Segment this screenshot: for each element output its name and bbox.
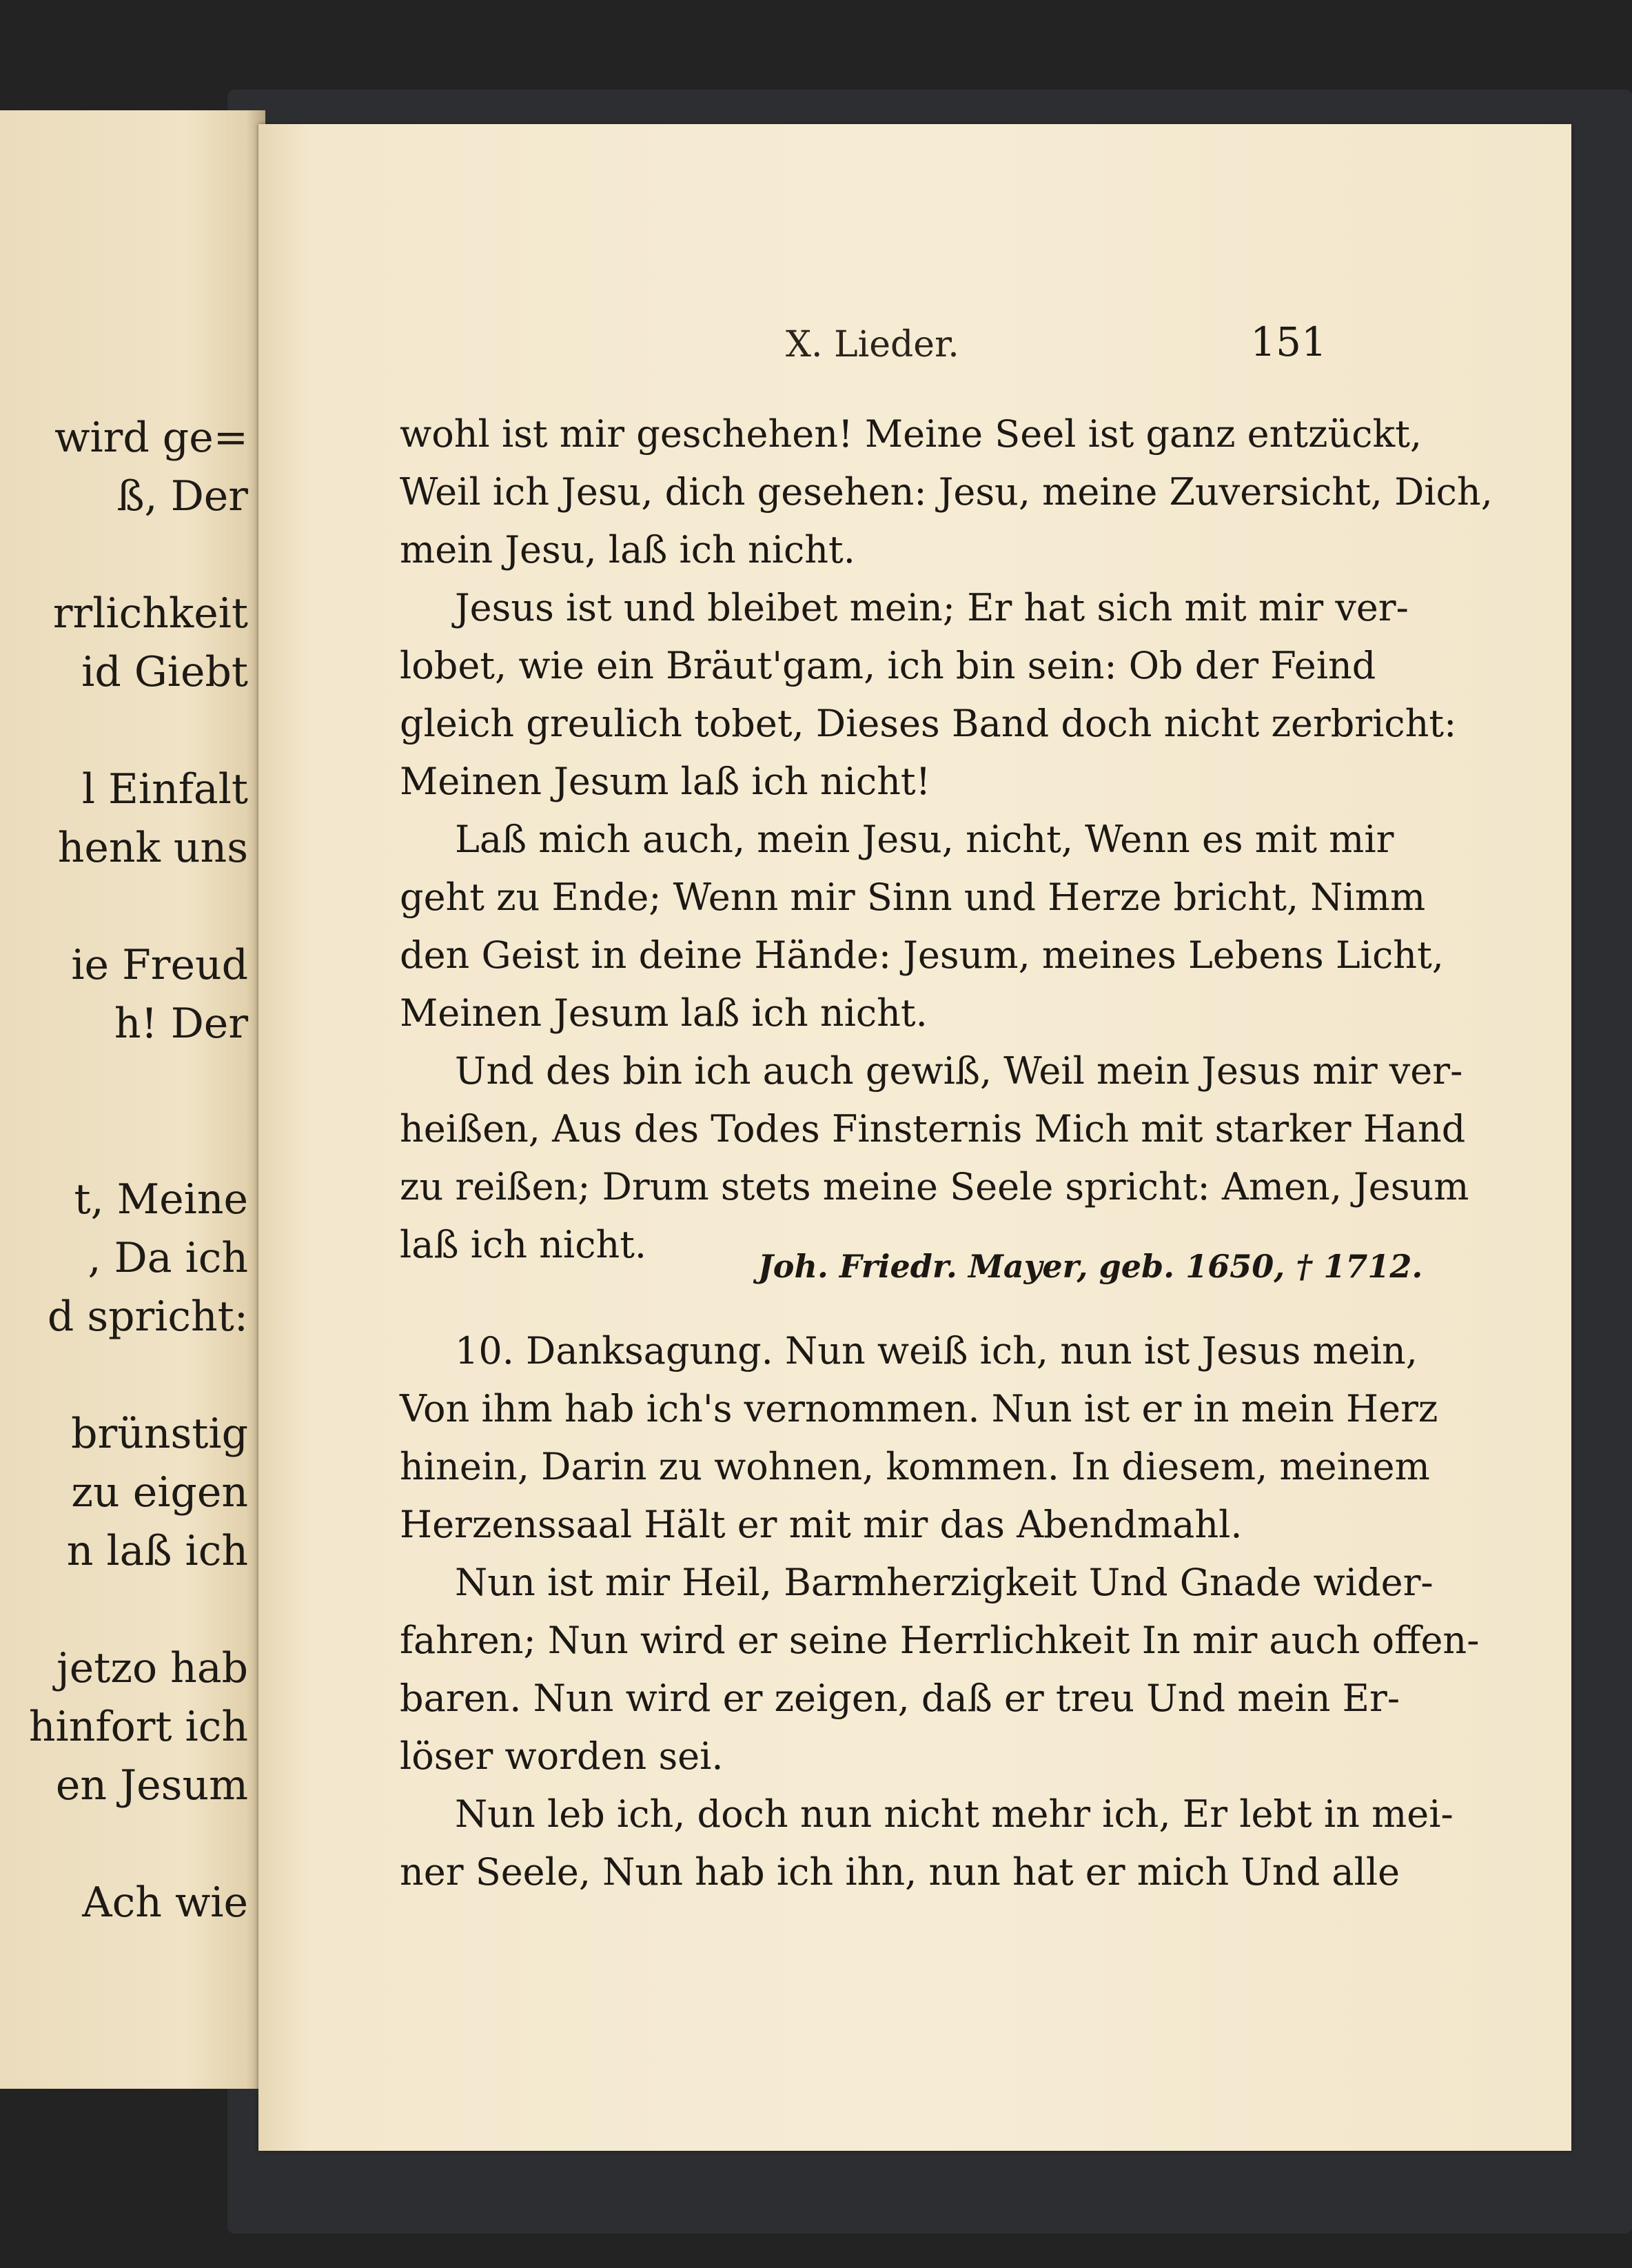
text-line: ner Seele, Nun hab ich ihn, nun hat er mich Und alle <box>400 1850 1400 1894</box>
text-line: 10. Danksagung. Nun weiß ich, nun ist Jesus mein, <box>455 1329 1418 1373</box>
text-line: lobet, wie ein Bräut'gam, ich bin sein: Ob der Feind <box>400 644 1376 687</box>
left-page-line: ie Freud <box>71 941 248 989</box>
left-page-line: wird ge= <box>54 414 248 462</box>
left-page-line: id Giebt <box>81 648 248 696</box>
text-line: heißen, Aus des Todes Finsternis Mich mit starker Hand <box>400 1107 1466 1151</box>
left-page-line: d spricht: <box>47 1293 248 1341</box>
text-line: Laß mich auch, mein Jesu, nicht, Wenn es mit mir <box>455 818 1394 861</box>
text-line: Weil ich Jesu, dich gesehen: Jesu, meine Zuversicht, Dich, <box>400 470 1493 514</box>
left-page-line: t, Meine <box>74 1175 248 1224</box>
hymn-attribution: Joh. Friedr. Mayer, geb. 1650, † 1712. <box>758 1248 1423 1285</box>
text-line: fahren; Nun wird er seine Herrlichkeit In mir auch offen- <box>400 1619 1480 1662</box>
left-page-line: n laß ich <box>66 1527 248 1575</box>
left-page-line: rrlichkeit <box>52 589 248 638</box>
text-line: Von ihm hab ich's vernommen. Nun ist er in mein Herz <box>400 1387 1438 1430</box>
text-line: Herzenssaal Hält er mit mir das Abendmahl. <box>400 1503 1243 1546</box>
left-page-line: zu eigen <box>71 1468 248 1517</box>
text-line: geht zu Ende; Wenn mir Sinn und Herze bricht, Nimm <box>400 875 1426 919</box>
text-line: zu reißen; Drum stets meine Seele spricht: Amen, Jesum <box>400 1165 1469 1208</box>
left-page-line: jetzo hab <box>57 1644 248 1692</box>
text-line: hinein, Darin zu wohnen, kommen. In diesem, meinem <box>400 1445 1430 1488</box>
left-page-line: henk uns <box>57 824 248 872</box>
text-line: Meinen Jesum laß ich nicht. <box>400 991 928 1035</box>
text-line: Nun ist mir Heil, Barmherzigkeit Und Gnade wider- <box>455 1561 1434 1604</box>
text-line: wohl ist mir geschehen! Meine Seel ist ganz entzückt, <box>400 412 1422 456</box>
left-page-line: , Da ich <box>88 1234 248 1282</box>
left-page-paper <box>0 110 265 2089</box>
left-page-line: ß, Der <box>116 472 248 520</box>
left-page-line: h! Der <box>114 1000 248 1048</box>
text-line: baren. Nun wird er zeigen, daß er treu Und mein Er- <box>400 1677 1400 1720</box>
left-page-line: Ach wie <box>82 1879 248 1927</box>
text-line: mein Jesu, laß ich nicht. <box>400 528 855 571</box>
page-number: 151 <box>1250 318 1327 365</box>
text-line: Meinen Jesum laß ich nicht! <box>400 760 931 803</box>
left-page-line: hinfort ich <box>28 1703 248 1751</box>
text-line: Nun leb ich, doch nun nicht mehr ich, Er lebt in mei- <box>455 1792 1454 1836</box>
left-page-line: brünstig <box>71 1410 248 1458</box>
left-page-line: en Jesum <box>55 1761 248 1810</box>
text-line: den Geist in deine Hände: Jesum, meines Lebens Licht, <box>400 933 1444 977</box>
left-page-line: l Einfalt <box>81 765 248 813</box>
body-text-2 <box>400 1324 1480 1896</box>
body-text <box>400 407 1493 1266</box>
text-line: Und des bin ich auch gewiß, Weil mein Jesus mir ver- <box>455 1049 1463 1093</box>
text-line: laß ich nicht. <box>400 1223 647 1266</box>
left-page <box>0 0 265 2268</box>
text-line: Jesus ist und bleibet mein; Er hat sich mit mir ver- <box>455 586 1409 629</box>
running-title: X. Lieder. <box>786 324 959 365</box>
text-line: löser worden sei. <box>400 1734 724 1778</box>
text-line: gleich greulich tobet, Dieses Band doch nicht zerbricht: <box>400 702 1457 745</box>
